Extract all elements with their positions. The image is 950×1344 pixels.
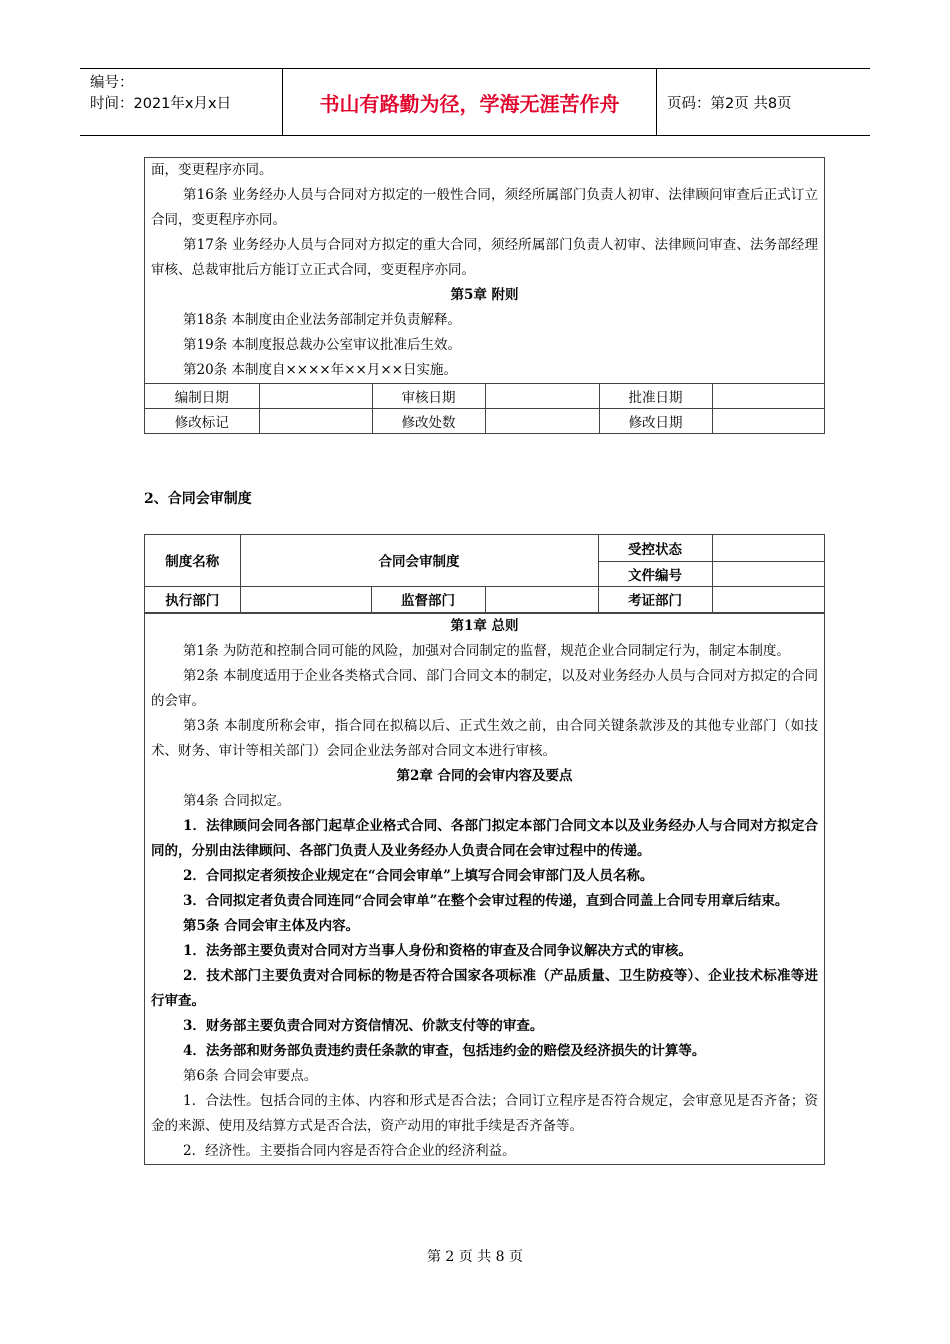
- paragraph: 1．法务部主要负责对合同对方当事人身份和资格的审查及合同争议解决方式的审核。: [183, 942, 692, 959]
- section1-box: [144, 157, 825, 434]
- verify-label: 考证部门: [598, 586, 712, 612]
- paragraph: 面，变更程序亦同。: [151, 162, 273, 178]
- table-cell: [712, 409, 824, 434]
- paragraph: 2．经济性。主要指合同内容是否符合企业的经济利益。: [183, 1142, 516, 1159]
- section2-box: [144, 534, 825, 1165]
- paragraph: 3．合同拟定者负责合同连同“合同会审单”在整个会审过程的传递，直到合同盖上合同专用章后结束。: [183, 892, 789, 909]
- supervise-value: [485, 586, 598, 612]
- paragraph: 第1条 为防范和控制合同可能的风险，加强对合同制定的监督，规范企业合同制定行为，制定本制度。: [183, 642, 790, 659]
- table-cell: 修改标记: [145, 409, 259, 434]
- paragraph: 第3条 本制度所称会审，指合同在拟稿以后、正式生效之前，由合同关键条款涉及的其他专业部门（如技术、财务、审计等相关部门）会同企业法务部对合同文本进行审核。: [151, 717, 818, 759]
- table-cell: 批准日期: [599, 384, 712, 409]
- paragraph: 第4条 合同拟定。: [183, 792, 291, 809]
- section2-paragraphs: [145, 613, 824, 1164]
- supervise-label: 监督部门: [371, 586, 485, 612]
- paragraph: 第6条 合同会审要点。: [183, 1067, 318, 1084]
- paragraph: 4．法务部和财务部负责违约责任条款的审查，包括违约金的赔偿及经济损失的计算等。: [183, 1042, 706, 1059]
- table-cell: [712, 384, 824, 409]
- page-header: [80, 68, 870, 136]
- paragraph: 第16条 业务经办人员与合同对方拟定的一般性合同，须经所属部门负责人初审、法律顾问审查后正式订立合同，变更程序亦同。: [151, 187, 818, 228]
- paragraph: 1．法律顾问会同各部门起草企业格式合同、各部门拟定本部门合同文本以及业务经办人与合同对方拟定合同的，分别由法律顾问、各部门负责人及业务经办人负责合同在会审过程中的传递。: [151, 817, 818, 859]
- paragraph: 第18条 本制度由企业法务部制定并负责解释。: [183, 312, 461, 328]
- paragraph: 第1章 总则: [450, 617, 519, 634]
- revision-table: [145, 383, 824, 433]
- paragraph: 第2章 合同的会审内容及要点: [396, 767, 573, 784]
- table-row: [145, 384, 824, 409]
- paragraph: 第5条 合同会审主体及内容。: [183, 917, 360, 934]
- section2-title: 2、合同会审制度: [144, 491, 252, 507]
- paragraph: 1．合法性。包括合同的主体、内容和形式是否合法；合同订立程序是否符合规定，会审意见是否齐备；资金的来源、使用及结算方式是否合法，资产动用的审批手续是否齐备等。: [151, 1092, 818, 1134]
- verify-value: [712, 586, 824, 612]
- table-cell: [485, 384, 599, 409]
- paragraph: 第20条 本制度自××××年××月××日实施。: [183, 362, 457, 378]
- table-cell: 修改处数: [372, 409, 485, 434]
- table-row: [145, 409, 824, 434]
- control-value: [712, 535, 824, 561]
- control-label: 受控状态: [598, 535, 712, 561]
- paragraph: 第2条 本制度适用于企业各类格式合同、部门合同文本的制定，以及对业务经办人员与合同对方拟定的合同的会审。: [151, 667, 818, 709]
- header-left: [80, 69, 282, 135]
- paragraph: 2．合同拟定者须按企业规定在“合同会审单”上填写合同会审部门及人员名称。: [183, 867, 654, 884]
- header-motto: 书山有路勤为径，学海无涯苦作舟: [282, 69, 657, 135]
- table-cell: [259, 409, 372, 434]
- number-label: 编号：: [90, 75, 134, 91]
- paragraph: 第19条 本制度报总裁办公室审议批准后生效。: [183, 337, 461, 353]
- paragraph: 第5章 附则: [450, 287, 519, 303]
- table-cell: [485, 409, 599, 434]
- table-cell: 编制日期: [145, 384, 259, 409]
- date-label: 时间：2021年x月x日: [90, 96, 232, 112]
- exec-value: [240, 586, 371, 612]
- fileno-label: 文件编号: [598, 561, 712, 586]
- paragraph: 第17条 业务经办人员与合同对方拟定的重大合同，须经所属部门负责人初审、法律顾问审查、法务部经理审核、总裁审批后方能订立正式合同，变更程序亦同。: [151, 237, 818, 278]
- meta-table: [145, 535, 824, 613]
- paragraph: 2．技术部门主要负责对合同标的物是否符合国家各项标准（产品质量、卫生防疫等）、企业技术标准等进行审查。: [151, 967, 818, 1009]
- paragraph: 3．财务部主要负责合同对方资信情况、价款支付等的审查。: [183, 1017, 544, 1034]
- table-cell: [259, 384, 372, 409]
- table-cell: 修改日期: [599, 409, 712, 434]
- table-cell: 审核日期: [372, 384, 485, 409]
- page-footer: 第 2 页 共 8 页: [426, 1249, 524, 1265]
- name-value: 合同会审制度: [240, 535, 598, 586]
- fileno-value: [712, 561, 824, 586]
- header-page-label: 页码：第2页 共8页: [667, 95, 792, 112]
- section1-paragraphs: [145, 158, 824, 383]
- name-label: 制度名称: [145, 535, 240, 586]
- exec-label: 执行部门: [145, 586, 240, 612]
